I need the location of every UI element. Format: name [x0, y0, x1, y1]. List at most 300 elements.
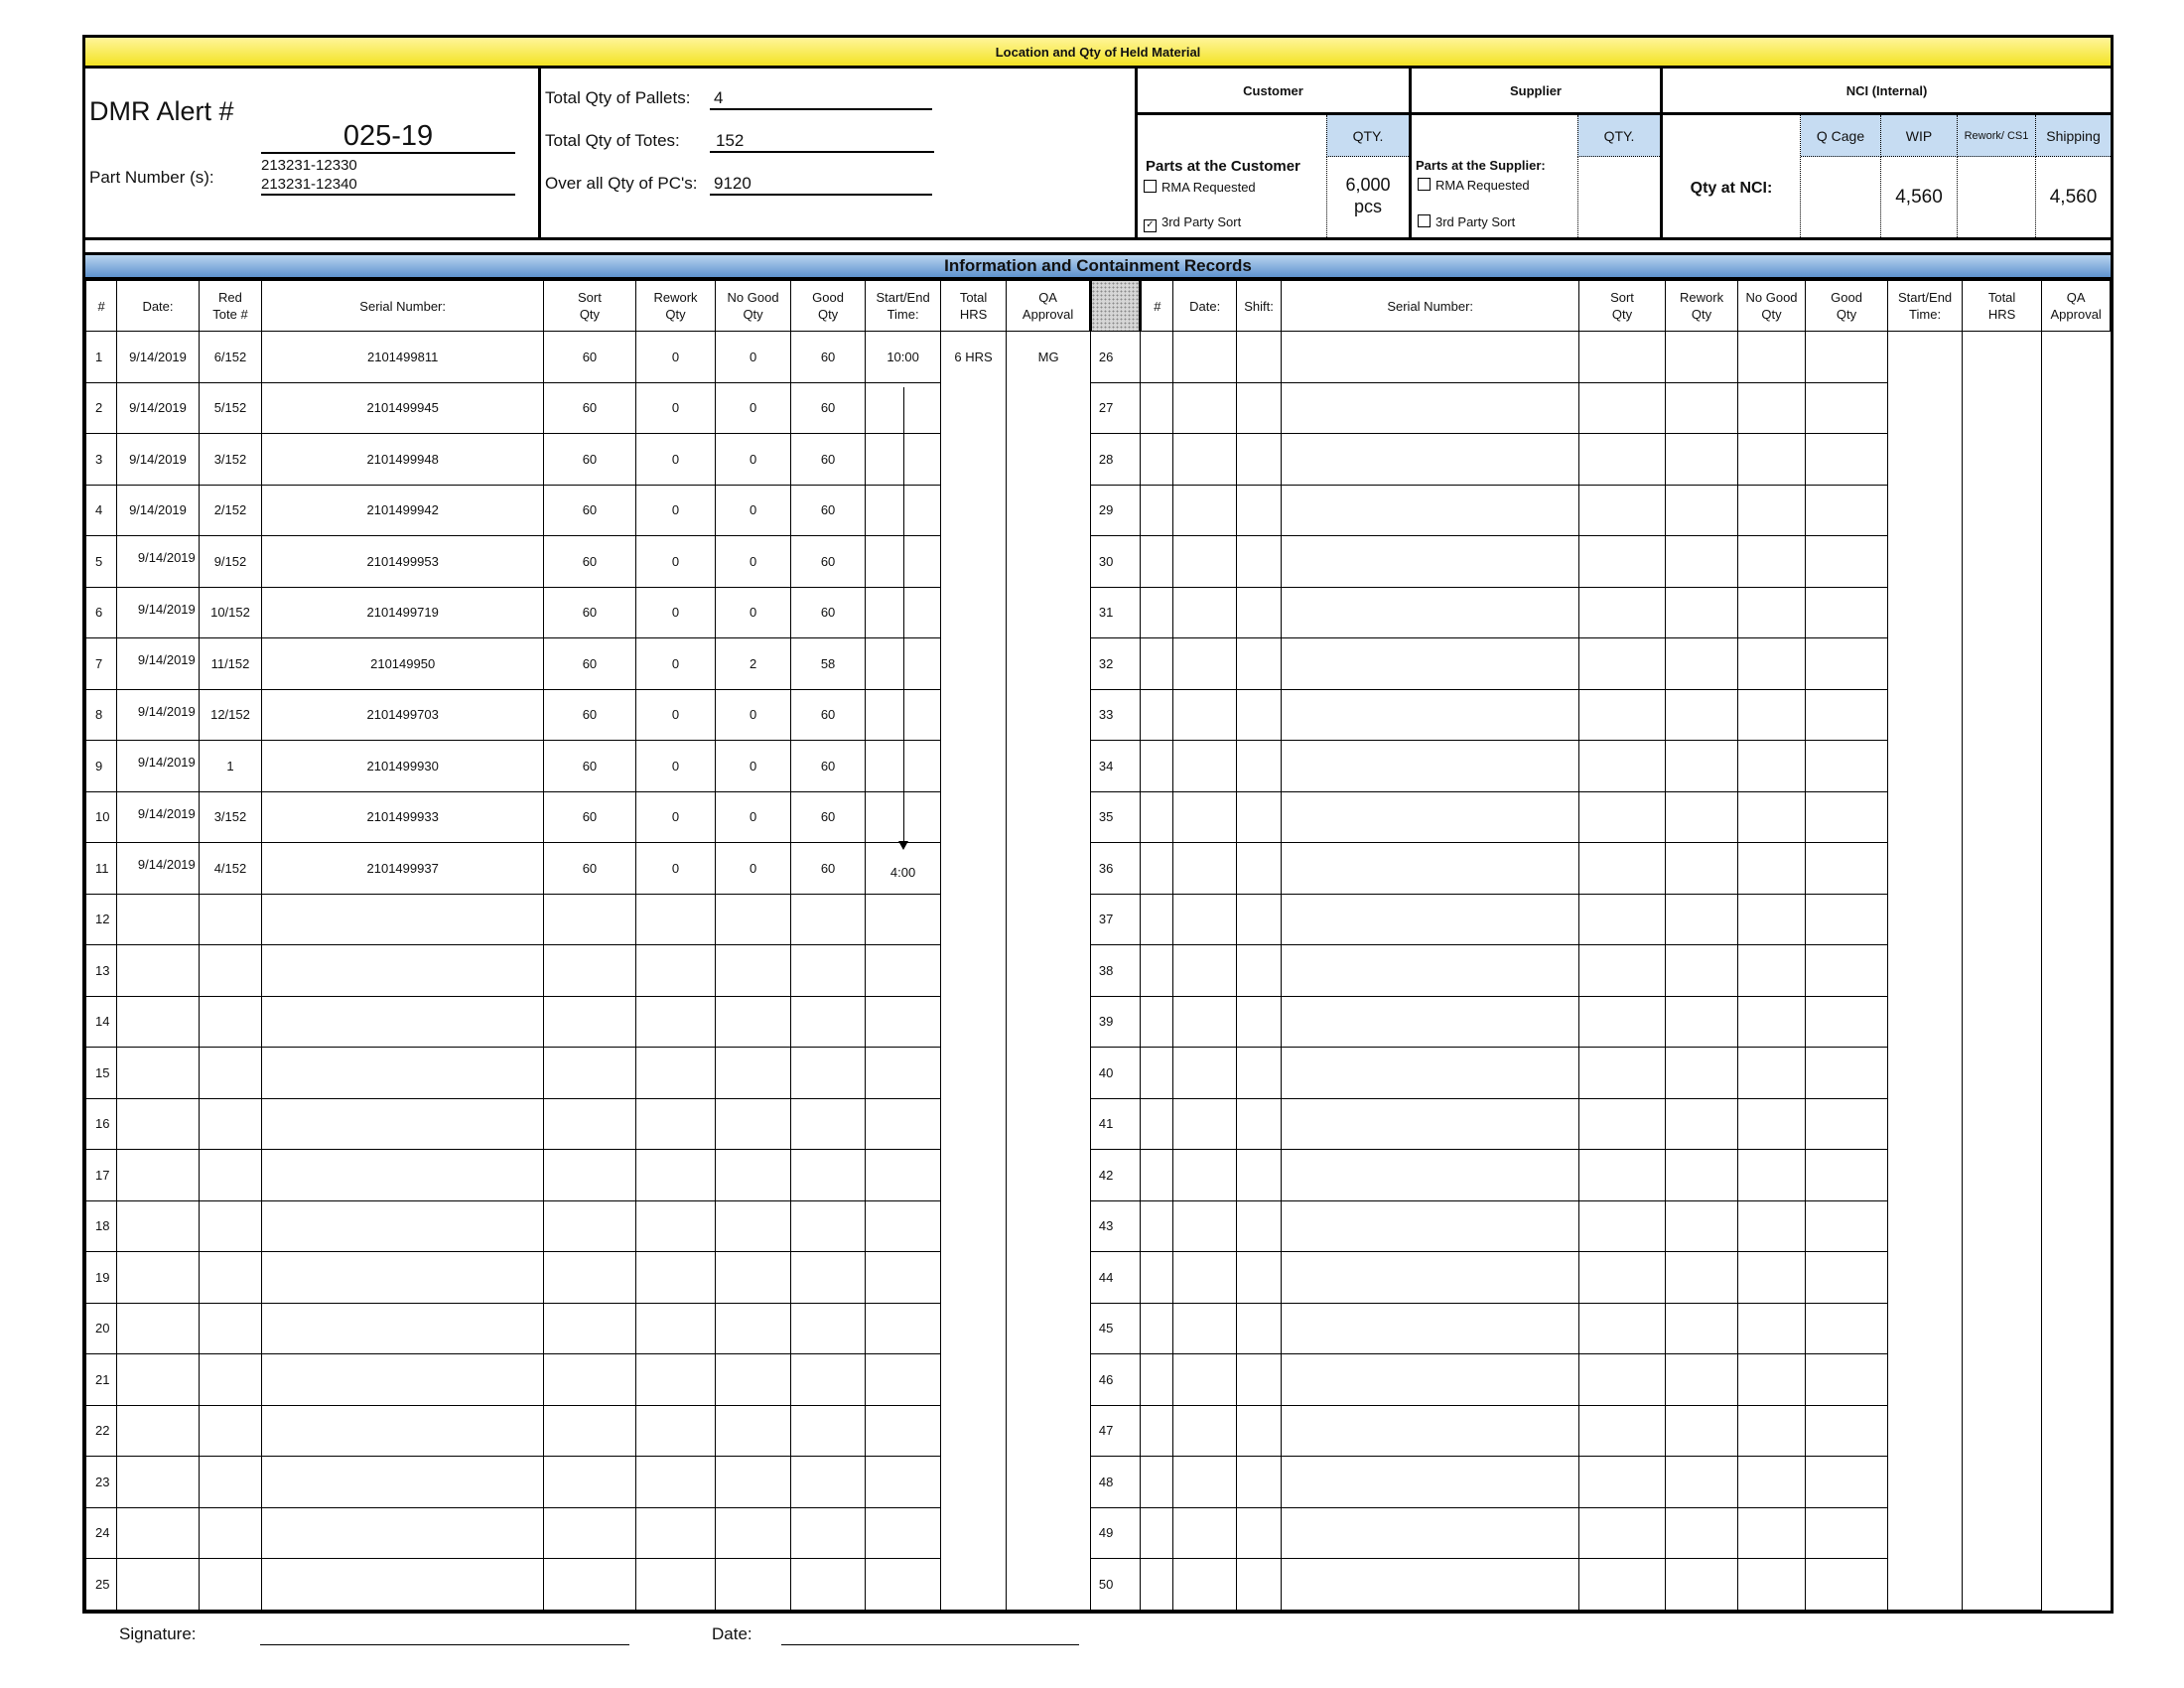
row-shift[interactable]: [1173, 485, 1236, 536]
total-hrs-cell-right[interactable]: [1888, 332, 1963, 1611]
row-nogood-qty[interactable]: [1665, 1457, 1738, 1508]
row-date[interactable]: [1141, 791, 1173, 843]
supplier-rma-checkbox[interactable]: [1418, 178, 1431, 191]
row-start-end[interactable]: [1805, 1559, 1888, 1611]
row-shift[interactable]: [1173, 332, 1236, 383]
row-nogood-qty[interactable]: [716, 1048, 791, 1099]
row-serial[interactable]: 2101499703: [262, 689, 544, 741]
shipping-value[interactable]: 4,560: [2049, 186, 2098, 208]
row-start-end[interactable]: [1805, 1507, 1888, 1559]
row-sort-qty[interactable]: [1282, 382, 1579, 434]
row-good-qty[interactable]: [1738, 1252, 1805, 1304]
row-good-qty[interactable]: 60: [790, 587, 866, 638]
row-nogood-qty[interactable]: [1665, 1354, 1738, 1406]
row-nogood-qty[interactable]: 0: [716, 843, 791, 895]
row-start-end[interactable]: [866, 1354, 941, 1406]
row-serial[interactable]: [1236, 1405, 1281, 1457]
row-red-tote[interactable]: [199, 1252, 261, 1304]
row-sort-qty[interactable]: [1282, 1303, 1579, 1354]
row-shift[interactable]: [1173, 536, 1236, 588]
row-good-qty[interactable]: [1738, 1559, 1805, 1611]
row-shift[interactable]: [1173, 1098, 1236, 1150]
row-sort-qty[interactable]: [544, 894, 636, 945]
row-date[interactable]: [1141, 1559, 1173, 1611]
row-serial[interactable]: [1236, 332, 1281, 383]
row-good-qty[interactable]: 60: [790, 332, 866, 383]
row-shift[interactable]: [1173, 1150, 1236, 1201]
row-nogood-qty[interactable]: 0: [716, 382, 791, 434]
row-date[interactable]: [117, 1150, 200, 1201]
row-sort-qty[interactable]: 60: [544, 689, 636, 741]
row-start-end[interactable]: [866, 1405, 941, 1457]
row-serial[interactable]: [1236, 1354, 1281, 1406]
row-good-qty[interactable]: [1738, 791, 1805, 843]
row-sort-qty[interactable]: [544, 1405, 636, 1457]
row-shift[interactable]: [1173, 741, 1236, 792]
row-serial[interactable]: [262, 1303, 544, 1354]
row-sort-qty[interactable]: [544, 945, 636, 997]
row-nogood-qty[interactable]: [1665, 1252, 1738, 1304]
dmr-number[interactable]: 025-19: [261, 120, 515, 154]
row-sort-qty[interactable]: [1282, 1559, 1579, 1611]
row-nogood-qty[interactable]: [1665, 382, 1738, 434]
row-good-qty[interactable]: 60: [790, 382, 866, 434]
row-good-qty[interactable]: [1738, 894, 1805, 945]
qa-approval-cell[interactable]: MG: [1007, 332, 1091, 1611]
row-start-end[interactable]: [1805, 638, 1888, 690]
row-rework-qty[interactable]: [1579, 1200, 1666, 1252]
row-rework-qty[interactable]: 0: [635, 485, 716, 536]
row-nogood-qty[interactable]: [716, 1252, 791, 1304]
row-date[interactable]: [1141, 741, 1173, 792]
row-nogood-qty[interactable]: [1665, 741, 1738, 792]
row-date[interactable]: [1141, 1048, 1173, 1099]
row-date[interactable]: [117, 638, 200, 690]
row-nogood-qty[interactable]: 0: [716, 434, 791, 486]
row-serial[interactable]: 2101499933: [262, 791, 544, 843]
row-nogood-qty[interactable]: 0: [716, 536, 791, 588]
row-nogood-qty[interactable]: [1665, 1303, 1738, 1354]
row-serial[interactable]: [1236, 1457, 1281, 1508]
row-red-tote[interactable]: 12/152: [199, 689, 261, 741]
row-date[interactable]: [1141, 1457, 1173, 1508]
row-serial[interactable]: [1236, 996, 1281, 1048]
row-date[interactable]: [117, 894, 200, 945]
row-start-end[interactable]: [1805, 1048, 1888, 1099]
row-rework-qty[interactable]: [1579, 689, 1666, 741]
row-sort-qty[interactable]: [544, 1507, 636, 1559]
row-start-end[interactable]: [866, 1559, 941, 1611]
row-rework-qty[interactable]: [1579, 1457, 1666, 1508]
row-sort-qty[interactable]: 60: [544, 741, 636, 792]
row-red-tote[interactable]: [199, 1405, 261, 1457]
row-sort-qty[interactable]: [1282, 1252, 1579, 1304]
row-sort-qty[interactable]: [1282, 791, 1579, 843]
row-date[interactable]: [117, 1507, 200, 1559]
row-nogood-qty[interactable]: [1665, 434, 1738, 486]
row-start-end[interactable]: [1805, 1200, 1888, 1252]
row-nogood-qty[interactable]: 0: [716, 485, 791, 536]
row-rework-qty[interactable]: [635, 894, 716, 945]
row-nogood-qty[interactable]: [1665, 1405, 1738, 1457]
row-rework-qty[interactable]: 0: [635, 587, 716, 638]
row-serial[interactable]: [1236, 1048, 1281, 1099]
row-start-end[interactable]: [866, 1200, 941, 1252]
row-rework-qty[interactable]: [1579, 1098, 1666, 1150]
row-rework-qty[interactable]: [1579, 741, 1666, 792]
row-rework-qty[interactable]: [1579, 996, 1666, 1048]
row-sort-qty[interactable]: [1282, 689, 1579, 741]
row-serial[interactable]: [1236, 1559, 1281, 1611]
row-rework-qty[interactable]: [1579, 791, 1666, 843]
row-rework-qty[interactable]: [635, 1457, 716, 1508]
row-sort-qty[interactable]: [1282, 741, 1579, 792]
row-good-qty[interactable]: [1738, 843, 1805, 895]
row-good-qty[interactable]: [1738, 1048, 1805, 1099]
row-date[interactable]: [1141, 689, 1173, 741]
row-shift[interactable]: [1173, 1252, 1236, 1304]
supplier-qty-value[interactable]: [1577, 157, 1660, 237]
row-red-tote[interactable]: [199, 1048, 261, 1099]
row-sort-qty[interactable]: 60: [544, 536, 636, 588]
row-shift[interactable]: [1173, 434, 1236, 486]
row-red-tote[interactable]: [199, 996, 261, 1048]
row-shift[interactable]: [1173, 1200, 1236, 1252]
row-date[interactable]: [1141, 434, 1173, 486]
row-sort-qty[interactable]: [1282, 434, 1579, 486]
row-serial[interactable]: [1236, 689, 1281, 741]
row-date[interactable]: [117, 689, 200, 741]
row-good-qty[interactable]: [1738, 1457, 1805, 1508]
row-nogood-qty[interactable]: [716, 1405, 791, 1457]
row-rework-qty[interactable]: [1579, 1303, 1666, 1354]
row-sort-qty[interactable]: [544, 1457, 636, 1508]
row-red-tote[interactable]: [199, 1303, 261, 1354]
customer-rma-option[interactable]: [1144, 180, 1256, 195]
row-rework-qty[interactable]: [1579, 332, 1666, 383]
row-rework-qty[interactable]: [1579, 638, 1666, 690]
row-start-end[interactable]: [1805, 1457, 1888, 1508]
row-serial[interactable]: [262, 945, 544, 997]
totes-field[interactable]: 152: [710, 131, 934, 153]
row-date[interactable]: [117, 1048, 200, 1099]
row-sort-qty[interactable]: 60: [544, 382, 636, 434]
row-sort-qty[interactable]: 60: [544, 485, 636, 536]
row-start-end[interactable]: [866, 1048, 941, 1099]
row-serial[interactable]: [1236, 1150, 1281, 1201]
row-date[interactable]: [1141, 843, 1173, 895]
row-serial[interactable]: 2101499942: [262, 485, 544, 536]
row-date[interactable]: [117, 1252, 200, 1304]
row-sort-qty[interactable]: [1282, 843, 1579, 895]
row-serial[interactable]: [1236, 1098, 1281, 1150]
row-start-end[interactable]: [1805, 996, 1888, 1048]
row-serial[interactable]: 2101499930: [262, 741, 544, 792]
row-rework-qty[interactable]: [635, 1354, 716, 1406]
row-date[interactable]: [1141, 1150, 1173, 1201]
row-shift[interactable]: [1173, 587, 1236, 638]
row-rework-qty[interactable]: [1579, 1559, 1666, 1611]
row-start-end[interactable]: [1805, 485, 1888, 536]
row-nogood-qty[interactable]: [1665, 791, 1738, 843]
row-serial[interactable]: [1236, 587, 1281, 638]
row-sort-qty[interactable]: [1282, 1200, 1579, 1252]
row-date[interactable]: [1141, 1405, 1173, 1457]
row-rework-qty[interactable]: [1579, 587, 1666, 638]
row-date[interactable]: [117, 1559, 200, 1611]
row-sort-qty[interactable]: [544, 1559, 636, 1611]
row-sort-qty[interactable]: [1282, 1354, 1579, 1406]
date-field[interactable]: [781, 1644, 1079, 1645]
row-nogood-qty[interactable]: [1665, 587, 1738, 638]
row-serial[interactable]: [262, 1150, 544, 1201]
row-good-qty[interactable]: [1738, 638, 1805, 690]
row-red-tote[interactable]: 1: [199, 741, 261, 792]
row-serial[interactable]: [1236, 843, 1281, 895]
customer-qty-value[interactable]: [1327, 174, 1409, 217]
row-date[interactable]: [117, 996, 200, 1048]
row-start-end[interactable]: [1805, 1098, 1888, 1150]
row-shift[interactable]: [1173, 945, 1236, 997]
row-sort-qty[interactable]: [544, 1252, 636, 1304]
row-rework-qty[interactable]: 0: [635, 638, 716, 690]
row-good-qty[interactable]: [790, 1457, 866, 1508]
row-red-tote[interactable]: [199, 894, 261, 945]
row-start-end[interactable]: [1805, 1252, 1888, 1304]
row-red-tote[interactable]: [199, 1457, 261, 1508]
row-date[interactable]: [1141, 996, 1173, 1048]
row-rework-qty[interactable]: 0: [635, 741, 716, 792]
row-date[interactable]: [117, 1354, 200, 1406]
row-serial[interactable]: [262, 1354, 544, 1406]
row-start-end[interactable]: [866, 945, 941, 997]
row-good-qty[interactable]: [790, 996, 866, 1048]
row-sort-qty[interactable]: 60: [544, 587, 636, 638]
row-nogood-qty[interactable]: [716, 1559, 791, 1611]
row-start-end[interactable]: [1805, 587, 1888, 638]
row-good-qty[interactable]: [1738, 996, 1805, 1048]
row-shift[interactable]: [1173, 1559, 1236, 1611]
row-start-end[interactable]: [866, 1457, 941, 1508]
row-good-qty[interactable]: [1738, 1405, 1805, 1457]
row-sort-qty[interactable]: 60: [544, 434, 636, 486]
row-serial[interactable]: 2101499937: [262, 843, 544, 895]
row-nogood-qty[interactable]: [716, 1507, 791, 1559]
row-good-qty[interactable]: [790, 1098, 866, 1150]
row-start-end[interactable]: [866, 689, 941, 741]
row-date[interactable]: 9/14/2019: [117, 485, 200, 536]
row-red-tote[interactable]: 6/152: [199, 332, 261, 383]
row-nogood-qty[interactable]: 0: [716, 689, 791, 741]
row-red-tote[interactable]: 11/152: [199, 638, 261, 690]
row-good-qty[interactable]: [1738, 485, 1805, 536]
row-date[interactable]: [1141, 638, 1173, 690]
row-good-qty[interactable]: [1738, 945, 1805, 997]
row-serial[interactable]: [1236, 945, 1281, 997]
row-start-end[interactable]: [1805, 1303, 1888, 1354]
row-nogood-qty[interactable]: [1665, 1150, 1738, 1201]
row-sort-qty[interactable]: [1282, 536, 1579, 588]
row-date[interactable]: [1141, 894, 1173, 945]
row-rework-qty[interactable]: [1579, 485, 1666, 536]
row-serial[interactable]: [1236, 1200, 1281, 1252]
row-rework-qty[interactable]: 0: [635, 434, 716, 486]
row-rework-qty[interactable]: [1579, 945, 1666, 997]
row-date[interactable]: [1141, 1354, 1173, 1406]
supplier-rma-option[interactable]: [1418, 178, 1530, 193]
row-start-end[interactable]: [1805, 1150, 1888, 1201]
row-serial[interactable]: [1236, 434, 1281, 486]
row-date[interactable]: [117, 1457, 200, 1508]
row-rework-qty[interactable]: 0: [635, 382, 716, 434]
row-rework-qty[interactable]: 0: [635, 536, 716, 588]
row-shift[interactable]: [1173, 1405, 1236, 1457]
row-date[interactable]: [117, 945, 200, 997]
row-red-tote[interactable]: 4/152: [199, 843, 261, 895]
row-rework-qty[interactable]: [1579, 894, 1666, 945]
row-shift[interactable]: [1173, 1507, 1236, 1559]
row-rework-qty[interactable]: [635, 1252, 716, 1304]
row-good-qty[interactable]: 60: [790, 843, 866, 895]
row-red-tote[interactable]: 3/152: [199, 791, 261, 843]
row-date[interactable]: [117, 791, 200, 843]
row-date[interactable]: [1141, 1507, 1173, 1559]
row-red-tote[interactable]: [199, 1150, 261, 1201]
row-shift[interactable]: [1173, 382, 1236, 434]
row-shift[interactable]: [1173, 1354, 1236, 1406]
row-good-qty[interactable]: [790, 1559, 866, 1611]
row-sort-qty[interactable]: [544, 1150, 636, 1201]
row-nogood-qty[interactable]: [716, 945, 791, 997]
row-good-qty[interactable]: [790, 1150, 866, 1201]
row-rework-qty[interactable]: [1579, 1048, 1666, 1099]
row-rework-qty[interactable]: [635, 1303, 716, 1354]
row-rework-qty[interactable]: 0: [635, 332, 716, 383]
row-rework-qty[interactable]: [1579, 1252, 1666, 1304]
row-rework-qty[interactable]: 0: [635, 843, 716, 895]
qa-approval-cell-right[interactable]: [1962, 332, 2042, 1611]
row-serial[interactable]: [262, 996, 544, 1048]
row-shift[interactable]: [1173, 1303, 1236, 1354]
row-red-tote[interactable]: [199, 1559, 261, 1611]
part-numbers-field[interactable]: [261, 156, 515, 196]
row-good-qty[interactable]: [790, 1303, 866, 1354]
row-start-end[interactable]: [866, 536, 941, 588]
row-start-end[interactable]: [1805, 332, 1888, 383]
row-good-qty[interactable]: [790, 1405, 866, 1457]
row-serial[interactable]: [1236, 382, 1281, 434]
row-start-end[interactable]: [1805, 945, 1888, 997]
row-sort-qty[interactable]: [544, 996, 636, 1048]
row-good-qty[interactable]: [1738, 1507, 1805, 1559]
row-red-tote[interactable]: [199, 1098, 261, 1150]
row-good-qty[interactable]: 60: [790, 485, 866, 536]
row-nogood-qty[interactable]: [716, 1457, 791, 1508]
rework-value[interactable]: [1958, 157, 2036, 237]
row-sort-qty[interactable]: [1282, 1405, 1579, 1457]
row-good-qty[interactable]: [1738, 689, 1805, 741]
total-hrs-cell[interactable]: 6 HRS: [940, 332, 1006, 1611]
row-date[interactable]: [1141, 1098, 1173, 1150]
row-date[interactable]: [1141, 332, 1173, 383]
row-start-end[interactable]: [866, 1150, 941, 1201]
row-start-end[interactable]: [866, 741, 941, 792]
row-start-end[interactable]: [866, 382, 941, 434]
row-serial[interactable]: [262, 1507, 544, 1559]
row-nogood-qty[interactable]: [1665, 1559, 1738, 1611]
row-red-tote[interactable]: 10/152: [199, 587, 261, 638]
row-rework-qty[interactable]: [635, 1559, 716, 1611]
row-nogood-qty[interactable]: [716, 1303, 791, 1354]
row-sort-qty[interactable]: [1282, 945, 1579, 997]
row-date[interactable]: 9/14/2019: [117, 332, 200, 383]
row-start-end[interactable]: [866, 894, 941, 945]
row-serial[interactable]: 210149950: [262, 638, 544, 690]
row-good-qty[interactable]: 60: [790, 741, 866, 792]
row-serial[interactable]: 2101499719: [262, 587, 544, 638]
row-start-end[interactable]: 10:00: [866, 332, 941, 383]
row-serial[interactable]: [1236, 485, 1281, 536]
row-red-tote[interactable]: 2/152: [199, 485, 261, 536]
supplier-sort-option[interactable]: [1418, 214, 1515, 229]
row-serial[interactable]: [262, 1457, 544, 1508]
row-sort-qty[interactable]: [1282, 1457, 1579, 1508]
row-red-tote[interactable]: [199, 1507, 261, 1559]
row-good-qty[interactable]: 60: [790, 536, 866, 588]
row-sort-qty[interactable]: [1282, 638, 1579, 690]
row-nogood-qty[interactable]: [1665, 689, 1738, 741]
qcage-value[interactable]: [1801, 157, 1881, 237]
row-shift[interactable]: [1173, 996, 1236, 1048]
row-start-end[interactable]: [1805, 741, 1888, 792]
row-serial[interactable]: [1236, 638, 1281, 690]
row-rework-qty[interactable]: [635, 996, 716, 1048]
row-nogood-qty[interactable]: [716, 894, 791, 945]
row-date[interactable]: [117, 741, 200, 792]
row-good-qty[interactable]: [1738, 536, 1805, 588]
row-red-tote[interactable]: 9/152: [199, 536, 261, 588]
row-rework-qty[interactable]: [635, 1507, 716, 1559]
row-good-qty[interactable]: [1738, 587, 1805, 638]
row-good-qty[interactable]: [790, 894, 866, 945]
row-nogood-qty[interactable]: [1665, 536, 1738, 588]
row-good-qty[interactable]: [790, 1048, 866, 1099]
row-serial[interactable]: 2101499811: [262, 332, 544, 383]
pcs-field[interactable]: 9120: [710, 174, 932, 196]
row-shift[interactable]: [1173, 638, 1236, 690]
row-serial[interactable]: [1236, 791, 1281, 843]
row-date[interactable]: [1141, 536, 1173, 588]
row-serial[interactable]: [262, 1048, 544, 1099]
row-sort-qty[interactable]: [544, 1048, 636, 1099]
row-nogood-qty[interactable]: 2: [716, 638, 791, 690]
row-start-end[interactable]: [1805, 434, 1888, 486]
row-sort-qty[interactable]: [1282, 485, 1579, 536]
row-serial[interactable]: [1236, 536, 1281, 588]
row-red-tote[interactable]: 5/152: [199, 382, 261, 434]
signature-field[interactable]: [260, 1644, 629, 1645]
row-good-qty[interactable]: [790, 945, 866, 997]
row-date[interactable]: [117, 1405, 200, 1457]
row-good-qty[interactable]: [1738, 741, 1805, 792]
row-sort-qty[interactable]: [1282, 1507, 1579, 1559]
row-red-tote[interactable]: 3/152: [199, 434, 261, 486]
row-start-end[interactable]: [866, 485, 941, 536]
row-rework-qty[interactable]: [1579, 1150, 1666, 1201]
row-serial[interactable]: [262, 1252, 544, 1304]
row-nogood-qty[interactable]: 0: [716, 741, 791, 792]
row-shift[interactable]: [1173, 843, 1236, 895]
